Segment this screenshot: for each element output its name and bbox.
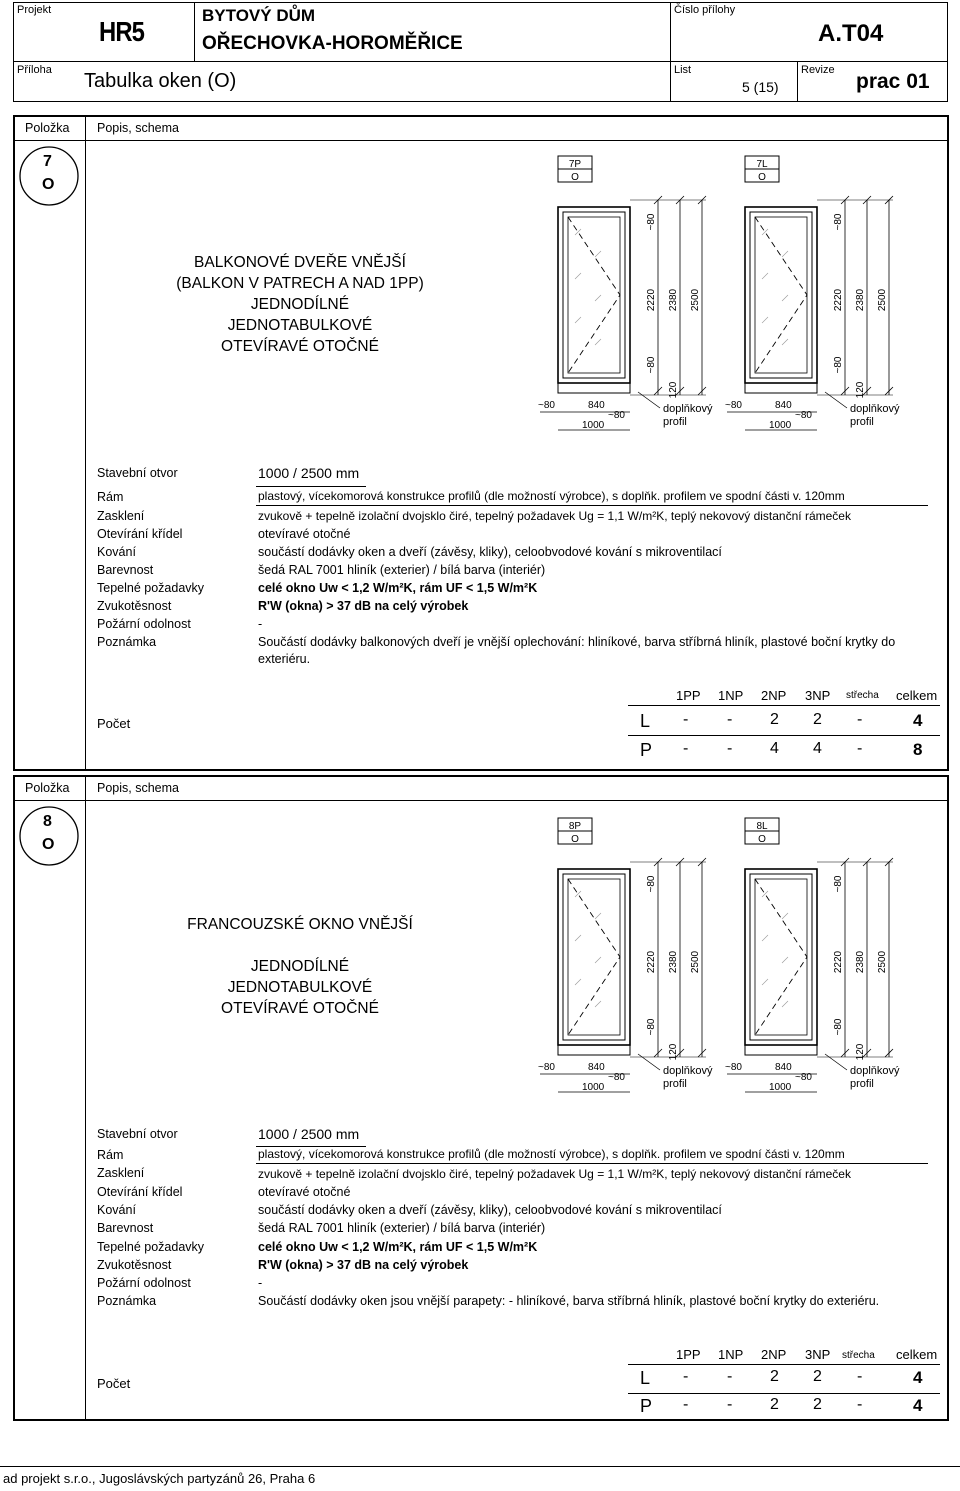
glass-hatch <box>575 935 581 941</box>
projekt-name-line1: BYTOVÝ DŮM <box>202 6 316 25</box>
count-col-3np: 3NP <box>805 688 831 703</box>
count-cell: - <box>857 740 863 757</box>
glass-hatch <box>782 957 788 963</box>
count-col-3np: 3NP <box>805 1347 831 1362</box>
popis-header: Popis, schema <box>97 121 179 135</box>
count-cell: 2 <box>813 1396 822 1413</box>
prop-underline <box>256 486 366 487</box>
dimension-label: 2380 <box>855 288 866 312</box>
glass-hatch <box>782 251 788 257</box>
prop-label: Zvukotěsnost <box>97 1258 172 1272</box>
item-8-column-divider <box>85 775 86 1421</box>
prop-underline <box>256 1163 928 1164</box>
count-cell: - <box>683 740 689 757</box>
count-cell: - <box>857 1368 863 1385</box>
dimension-label: ~80 <box>608 410 625 421</box>
polozka-header: Položka <box>25 121 70 135</box>
count-col-1pp: 1PP <box>676 1347 701 1362</box>
item-8-description <box>140 914 460 1019</box>
prop-value: celé okno Uw < 1,2 W/m²K, rám UF < 1,5 W/m²K <box>258 1240 538 1254</box>
dimension-label: ~80 <box>538 400 555 411</box>
dimension-label: 2380 <box>668 288 679 312</box>
tag-code: 8L <box>756 821 768 832</box>
item-7-column-divider <box>85 115 86 771</box>
glass-hatch <box>575 979 581 985</box>
item-8-desc-line2 <box>140 935 460 956</box>
opening-direction-line <box>755 217 807 373</box>
prop-value: otevíravé otočné <box>258 1185 351 1199</box>
glass-hatch <box>595 913 601 919</box>
profile-note: doplňkový <box>850 403 900 415</box>
priloha-title: Tabulka oken (O) <box>84 70 237 92</box>
header-top-line <box>13 2 948 3</box>
leader-line <box>825 392 847 408</box>
count-cell: 4 <box>770 740 779 757</box>
profile-note: doplňkový <box>663 1065 713 1077</box>
dimension-label: 2220 <box>646 288 657 312</box>
window-glass <box>755 879 807 1035</box>
dimension-label: ~80 <box>795 410 812 421</box>
count-label: Počet <box>97 716 131 731</box>
dimension-label: 2380 <box>855 950 866 974</box>
dimension-label: 2220 <box>833 288 844 312</box>
item-7-header-line <box>13 140 949 141</box>
prop-value: - <box>258 1276 263 1290</box>
glass-hatch <box>595 1001 601 1007</box>
prop-label: Kování <box>97 1203 136 1217</box>
glass-hatch <box>595 339 601 345</box>
count-col-1np: 1NP <box>718 1347 744 1362</box>
leader-line <box>825 1054 847 1070</box>
list-value: 5 (15) <box>742 79 779 95</box>
prop-label: Zvukotěsnost <box>97 599 172 613</box>
item-8-desc-line1: FRANCOUZSKÉ OKNO VNĚJŠÍ <box>187 916 413 933</box>
popis-header: Popis, schema <box>97 781 179 795</box>
cislo-prilohy-value: A.T04 <box>818 20 884 47</box>
item-8-desc-line3: JEDNODÍLNÉ <box>250 958 350 975</box>
leader-line <box>638 392 660 408</box>
prop-value: součástí dodávky oken a dveří (závěsy, kliky), celoobvodové kování s mikroventilací <box>258 1203 722 1217</box>
count-cell: 2 <box>770 1368 779 1385</box>
footer-address: ad projekt s.r.o., Jugoslávských partyzánů 26, Praha 6 <box>3 1471 316 1486</box>
count-col-strecha: střecha <box>846 690 879 701</box>
dimension-label: ~80 <box>646 356 657 374</box>
prop-value: - <box>258 617 263 631</box>
dimension-label: 2500 <box>877 950 888 974</box>
priloha-label: Příloha <box>17 64 52 76</box>
dimension-label: ~80 <box>795 1072 812 1083</box>
prop-value: Součástí dodávky balkonových dveří je vnější oplechování: hliníkové, barva stříbrná hliník, plastové boční krytky do <box>258 635 896 649</box>
dimension-label: 2220 <box>833 950 844 974</box>
header-bottom-line <box>13 101 948 102</box>
cislo-prilohy-label: Číslo přílohy <box>674 4 736 16</box>
dimension-label: 1000 <box>582 420 605 431</box>
header-divider-2 <box>670 2 671 101</box>
dimension-label: ~80 <box>608 1072 625 1083</box>
prop-label: Poznámka <box>97 1294 157 1308</box>
prop-value: plastový, vícekomorová konstrukce profilů (dle možností výrobce), s doplňk. profilem ve spodní části v. 120mm <box>258 489 845 503</box>
additional-profile <box>558 1045 630 1055</box>
opening-direction-line <box>568 217 620 373</box>
count-cell: - <box>727 1396 733 1413</box>
opening-direction-line <box>755 879 807 1035</box>
count-col-1np: 1NP <box>718 688 744 703</box>
tag-type: O <box>758 834 766 845</box>
prop-value-continued: exteriéru. <box>258 652 311 666</box>
prop-value: šedá RAL 7001 hliník (exterier) / bílá barva (interiér) <box>258 1221 546 1235</box>
prop-label: Požární odolnost <box>97 1276 191 1290</box>
glass-hatch <box>595 957 601 963</box>
prop-value: šedá RAL 7001 hliník (exterier) / bílá barva (interiér) <box>258 563 546 577</box>
dimension-label: 1000 <box>769 1082 792 1093</box>
dimension-label: 1000 <box>582 1082 605 1093</box>
glass-hatch <box>595 295 601 301</box>
prop-underline <box>256 505 928 506</box>
prop-label: Tepelné požadavky <box>97 1240 205 1254</box>
opening-direction-line <box>568 879 620 1035</box>
count-total: 4 <box>913 1368 923 1387</box>
prop-label: Zasklení <box>97 509 145 523</box>
prop-label: Rám <box>97 490 124 504</box>
count-cell: 2 <box>813 711 822 728</box>
header-divider-1 <box>194 2 195 61</box>
window-outer-frame <box>745 869 817 1045</box>
dimension-label: 120 <box>855 1043 866 1061</box>
count-col-celkem: celkem <box>896 1347 938 1362</box>
count-rule <box>628 735 940 736</box>
count-cell: - <box>727 1368 733 1385</box>
window-outer-frame <box>558 207 630 383</box>
item-7-desc-line1: BALKONOVÉ DVEŘE VNĚJŠÍ <box>194 254 406 271</box>
tag-type: O <box>571 834 579 845</box>
dimension-label: ~80 <box>725 400 742 411</box>
glass-hatch <box>762 317 768 323</box>
tag-type: O <box>758 172 766 183</box>
dimension-label: 2500 <box>690 950 701 974</box>
prop-value: Součástí dodávky oken jsou vnější parapety: - hliníkové, barva stříbrná hliník, plastové boční krytky do exteriéru. <box>258 1294 880 1308</box>
count-row-side: P <box>640 740 653 760</box>
count-total: 8 <box>913 740 923 759</box>
window-glass <box>568 217 620 373</box>
dimension-label: ~80 <box>538 1062 555 1073</box>
additional-profile <box>745 383 817 393</box>
item-7-drawing-right <box>717 150 917 435</box>
count-total: 4 <box>913 711 923 730</box>
item-7-desc-line4: JEDNOTABULKOVÉ <box>227 317 373 334</box>
window-sash <box>750 212 812 378</box>
item-7-desc-line5: OTEVÍRAVÉ OTOČNÉ <box>221 338 379 355</box>
prop-label: Otevírání křídel <box>97 527 183 541</box>
item-8-desc-line5: OTEVÍRAVÉ OTOČNÉ <box>221 1000 379 1017</box>
glass-hatch <box>575 317 581 323</box>
glass-hatch <box>762 891 768 897</box>
dimension-label: ~80 <box>833 213 844 231</box>
count-col-celkem: celkem <box>896 688 938 703</box>
item-8-number-cell <box>14 801 85 871</box>
prop-value: zvukově + tepelně izolační dvojsklo čiré, tepelný požadavek Ug = 1,1 W/m²K, teplý nekovový distanční rámeček <box>258 1167 851 1181</box>
window-elevation-drawing <box>717 150 917 435</box>
glass-hatch <box>575 229 581 235</box>
profile-note: profil <box>850 1078 874 1090</box>
count-rule <box>628 705 940 706</box>
prop-label: Tepelné požadavky <box>97 581 205 595</box>
window-glass <box>568 879 620 1035</box>
item-7-desc-line3: JEDNODÍLNÉ <box>250 296 350 313</box>
prop-value: zvukově + tepelně izolační dvojsklo čiré, tepelný požadavek Ug = 1,1 W/m²K, teplý nekovový distanční rámeček <box>258 509 851 523</box>
header-left-border <box>13 2 14 101</box>
dimension-label: 120 <box>668 1043 679 1061</box>
header-right-border <box>947 2 948 101</box>
prop-value: součástí dodávky oken a dveří (závěsy, kliky), celoobvodové kování s mikroventilací <box>258 545 722 559</box>
count-col-strecha: střecha <box>842 1350 875 1361</box>
count-col-2np: 2NP <box>761 688 787 703</box>
prop-label: Barevnost <box>97 563 154 577</box>
count-cell: 2 <box>770 1396 779 1413</box>
count-cell: - <box>727 740 733 757</box>
prop-value: 1000 / 2500 mm <box>258 1126 360 1142</box>
item-7-letter: O <box>42 176 55 193</box>
prop-label: Zasklení <box>97 1166 145 1180</box>
dimension-label: ~80 <box>725 1062 742 1073</box>
glass-hatch <box>762 273 768 279</box>
count-cell: 2 <box>770 711 779 728</box>
revize-value: prac 01 <box>856 70 930 93</box>
projekt-name-line2: OŘECHOVKA-HOROMĚŘICE <box>202 33 463 54</box>
prop-value: celé okno Uw < 1,2 W/m²K, rám UF < 1,5 W/m²K <box>258 581 538 595</box>
tag-code: 8P <box>568 821 582 832</box>
glass-hatch <box>762 979 768 985</box>
additional-profile <box>558 383 630 393</box>
polozka-header: Položka <box>25 781 70 795</box>
count-cell: - <box>683 1368 689 1385</box>
profile-note: profil <box>663 416 687 428</box>
dimension-label: 840 <box>588 1062 605 1073</box>
window-elevation-drawing <box>530 812 730 1097</box>
count-row-side: L <box>640 711 651 731</box>
profile-note: doplňkový <box>850 1065 900 1077</box>
revize-label: Revize <box>801 64 835 76</box>
dimension-label: 120 <box>668 381 679 399</box>
leader-line <box>638 1054 660 1070</box>
window-glass <box>755 217 807 373</box>
dimension-label: 1000 <box>769 420 792 431</box>
item-7-description <box>140 252 460 357</box>
tag-code: 7L <box>756 159 768 170</box>
additional-profile <box>745 1045 817 1055</box>
prop-value: R'W (okna) > 37 dB na celý výrobek <box>258 599 469 613</box>
glass-hatch <box>575 891 581 897</box>
dimension-label: 840 <box>775 1062 792 1073</box>
count-cell: - <box>727 711 733 728</box>
count-cell: - <box>683 711 689 728</box>
item-8-desc-line4: JEDNOTABULKOVÉ <box>227 979 373 996</box>
dimension-label: 840 <box>775 400 792 411</box>
dimension-label: ~80 <box>646 213 657 231</box>
glass-hatch <box>782 295 788 301</box>
count-cell: - <box>857 711 863 728</box>
prop-label: Stavební otvor <box>97 466 178 480</box>
projekt-code: HR5 <box>99 16 145 47</box>
count-cell: 4 <box>813 740 822 757</box>
count-row-side: P <box>640 1396 653 1416</box>
tag-type: O <box>571 172 579 183</box>
glass-hatch <box>575 273 581 279</box>
prop-label: Stavební otvor <box>97 1127 178 1141</box>
count-cell: 2 <box>813 1368 822 1385</box>
dimension-label: 2380 <box>668 950 679 974</box>
window-outer-frame <box>558 869 630 1045</box>
window-outer-frame <box>745 207 817 383</box>
count-row-side: L <box>640 1368 651 1388</box>
glass-hatch <box>782 913 788 919</box>
window-sash <box>563 874 625 1040</box>
prop-label: Otevírání křídel <box>97 1185 183 1199</box>
item-8-number: 8 <box>43 813 52 830</box>
glass-hatch <box>782 339 788 345</box>
profile-note: profil <box>850 416 874 428</box>
window-sash <box>750 874 812 1040</box>
dimension-label: ~80 <box>646 875 657 893</box>
count-cell: - <box>857 1396 863 1413</box>
profile-note: doplňkový <box>663 403 713 415</box>
item-8-drawing-left <box>530 812 730 1097</box>
count-col-1pp: 1PP <box>676 688 701 703</box>
prop-label: Kování <box>97 545 136 559</box>
window-elevation-drawing <box>530 150 730 435</box>
list-label: List <box>674 64 692 76</box>
profile-note: profil <box>663 1078 687 1090</box>
item-8-header-line <box>13 800 949 801</box>
count-label: Počet <box>97 1376 131 1391</box>
glass-hatch <box>762 229 768 235</box>
footer-rule <box>0 1466 960 1467</box>
window-sash <box>563 212 625 378</box>
item-7-drawing-left <box>530 150 730 435</box>
header-mid-line <box>13 61 948 62</box>
header-divider-3 <box>797 61 798 101</box>
dimension-label: 2500 <box>690 288 701 312</box>
dimension-label: ~80 <box>833 356 844 374</box>
dimension-label: ~80 <box>646 1018 657 1036</box>
count-total: 4 <box>913 1396 923 1415</box>
dimension-label: ~80 <box>833 875 844 893</box>
count-rule <box>628 1364 940 1365</box>
prop-value: plastový, vícekomorová konstrukce profilů (dle možností výrobce), s doplňk. profilem ve spodní části v. 120mm <box>258 1147 845 1161</box>
glass-hatch <box>762 935 768 941</box>
prop-value: otevíravé otočné <box>258 527 351 541</box>
prop-label: Barevnost <box>97 1221 154 1235</box>
item-7-number-cell <box>14 141 85 211</box>
dimension-label: ~80 <box>833 1018 844 1036</box>
count-col-2np: 2NP <box>761 1347 787 1362</box>
projekt-label: Projekt <box>17 4 52 16</box>
item-7-number: 7 <box>43 153 52 170</box>
item-7-desc-line2: (BALKON V PATRECH A NAD 1PP) <box>176 275 424 292</box>
dimension-label: 2220 <box>646 950 657 974</box>
dimension-label: 2500 <box>877 288 888 312</box>
prop-value: R'W (okna) > 37 dB na celý výrobek <box>258 1258 469 1272</box>
prop-label: Požární odolnost <box>97 617 191 631</box>
prop-value: 1000 / 2500 mm <box>258 465 360 481</box>
dimension-label: 840 <box>588 400 605 411</box>
prop-label: Rám <box>97 1148 124 1162</box>
count-cell: - <box>683 1396 689 1413</box>
count-rule <box>628 1393 940 1394</box>
tag-code: 7P <box>568 159 582 170</box>
window-elevation-drawing <box>717 812 917 1097</box>
glass-hatch <box>595 251 601 257</box>
item-8-drawing-right <box>717 812 917 1097</box>
prop-label: Poznámka <box>97 635 157 649</box>
dimension-label: 120 <box>855 381 866 399</box>
glass-hatch <box>782 1001 788 1007</box>
item-8-letter: O <box>42 836 55 853</box>
